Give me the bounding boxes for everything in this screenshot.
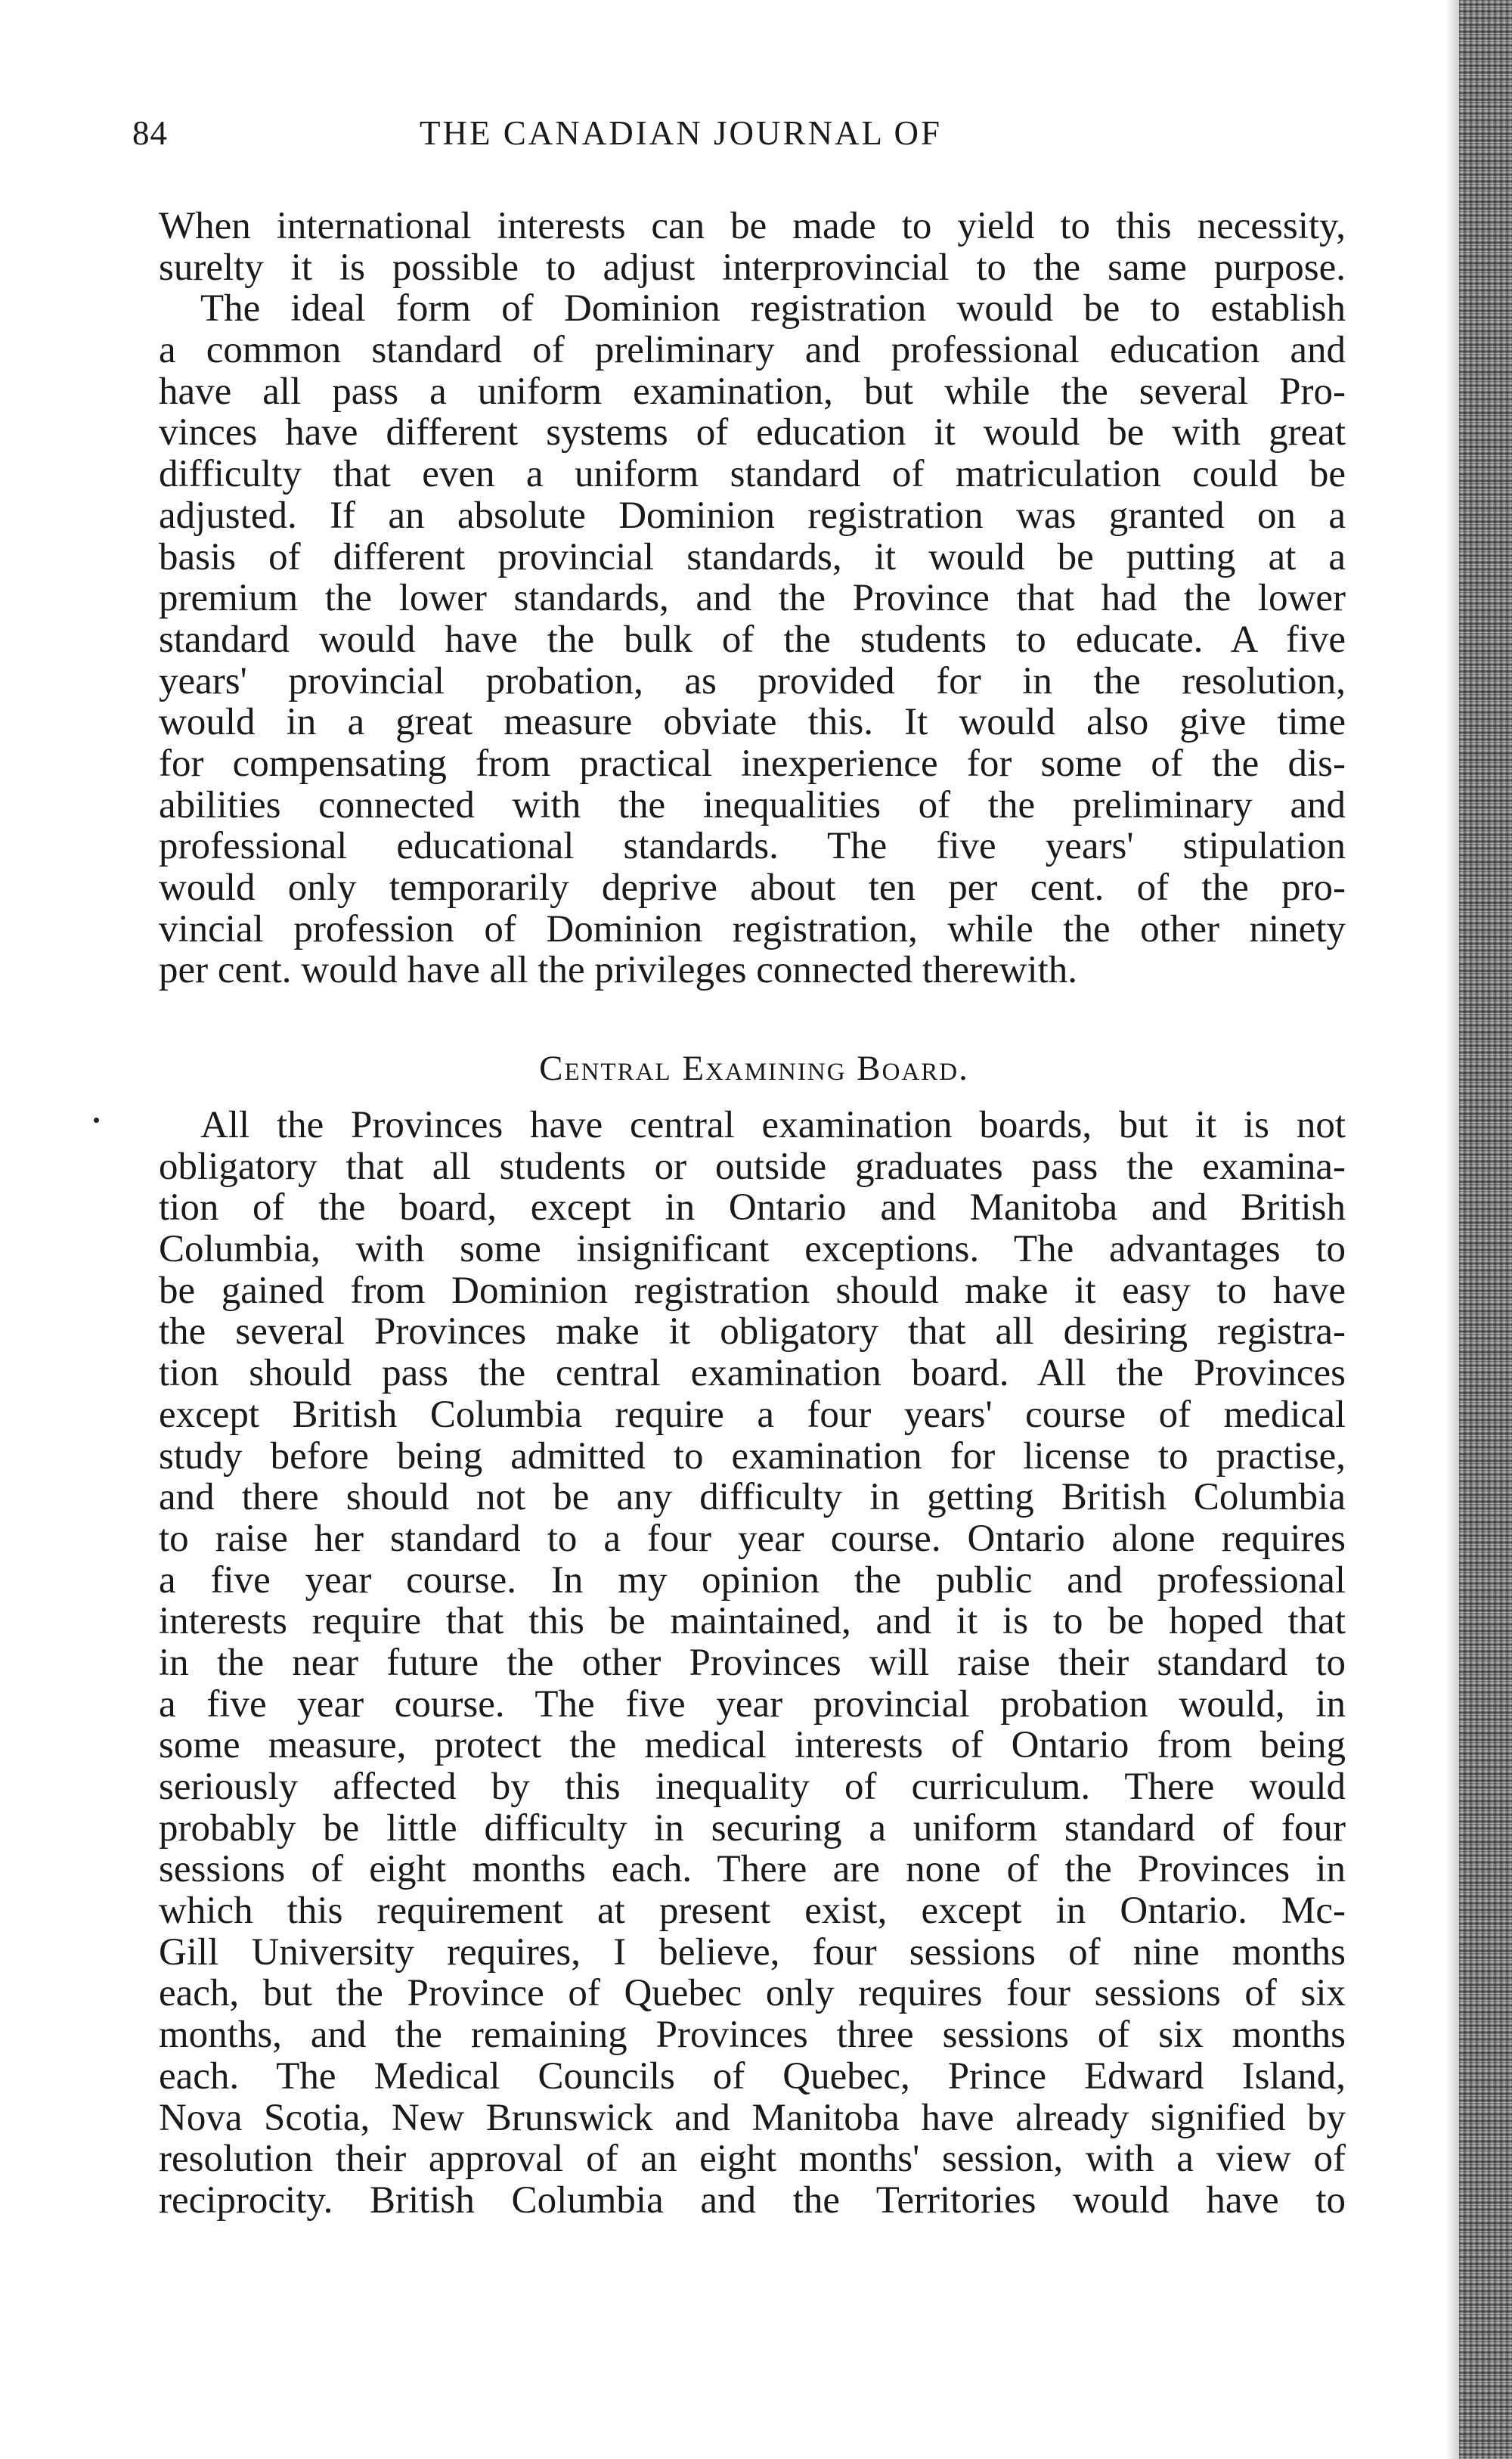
text-line: would only temporarily deprive about ten per cent. of the pro-: [159, 867, 1346, 909]
margin-dot: [94, 1118, 99, 1123]
text-line: per cent. would have all the privileges connected therewith.: [159, 949, 1078, 992]
text-line: and there should not be any difficulty in getting British Columbia: [159, 1476, 1346, 1519]
text-line: resolution their approval of an eight months' session, with a view of: [159, 2138, 1346, 2181]
text-line: be gained from Dominion registration should make it easy to have: [159, 1269, 1346, 1312]
text-line: tion should pass the central examination board. All the Provinces: [159, 1352, 1346, 1395]
text-line: reciprocity. British Columbia and the Territories would have to: [159, 2178, 1346, 2222]
text-line: which this requirement at present exist, except in Ontario. Mc-: [159, 1890, 1346, 1933]
journal-title: THE CANADIAN JOURNAL OF: [420, 114, 943, 152]
text-line: a common standard of preliminary and professional education and: [159, 329, 1346, 372]
text-line: except British Columbia require a four years' course of medical: [159, 1393, 1346, 1436]
text-line: adjusted. If an absolute Dominion registration was granted on a: [159, 494, 1346, 537]
page-number: 84: [132, 114, 168, 152]
text-line: study before being admitted to examination for license to practise,: [159, 1434, 1346, 1478]
text-line: years' provincial probation, as provided for in the resolution,: [159, 659, 1346, 702]
text-line: The ideal form of Dominion registration would be to establish: [200, 287, 1346, 330]
text-line: the several Provinces make it obligatory that all desiring registra-: [159, 1310, 1346, 1354]
text-line: All the Provinces have central examination boards, but it is not: [200, 1104, 1346, 1146]
text-line: Gill University requires, I believe, four sessions of nine months: [159, 1930, 1346, 1974]
text-line: a five year course. The five year provincial probation would, in: [159, 1682, 1346, 1726]
text-line: tion of the board, except in Ontario and Manitoba and British: [159, 1186, 1346, 1230]
text-line: to raise her standard to a four year course. Ontario alone requires: [159, 1517, 1346, 1560]
text-line: have all pass a uniform examination, but while the several Pro-: [159, 370, 1346, 413]
paragraph-examining-board: [159, 1105, 1346, 2222]
text-line: in the near future the other Provinces will raise their standard to: [159, 1641, 1346, 1684]
text-line: each. The Medical Councils of Quebec, Prince Edward Island,: [159, 2054, 1346, 2098]
page-binding-edge: [1459, 0, 1512, 2459]
text-line: interests require that this be maintained, and it is to be hoped that: [159, 1600, 1346, 1643]
text-line: When international interests can be made to yield to this necessity,: [159, 205, 1346, 247]
paragraph-registration: [159, 206, 1346, 991]
text-line: professional educational standards. The five years' stipulation: [159, 825, 1346, 868]
text-line: abilities connected with the inequalities of the preliminary and: [159, 783, 1346, 826]
text-line: seriously affected by this inequality of curriculum. There would: [159, 1766, 1346, 1808]
text-line: months, and the remaining Provinces three sessions of six months: [159, 2014, 1346, 2057]
text-line: for compensating from practical inexperience for some of the dis-: [159, 742, 1346, 785]
section-heading: Central Examining Board.: [539, 1049, 969, 1088]
text-line: surelty it is possible to adjust interprovincial to the same purpose.: [159, 246, 1346, 289]
text-line: difficulty that even a uniform standard of matriculation could be: [159, 453, 1346, 496]
text-line: sessions of eight months each. There are none of the Provinces in: [159, 1848, 1346, 1891]
text-line: Columbia, with some insignificant exceptions. The advantages to: [159, 1228, 1346, 1271]
text-line: vinces have different systems of education it would be with great: [159, 411, 1346, 454]
text-line: standard would have the bulk of the students to educate. A five: [159, 618, 1346, 661]
text-line: would in a great measure obviate this. It would also give time: [159, 701, 1346, 744]
text-line: Nova Scotia, New Brunswick and Manitoba have already signified by: [159, 2096, 1346, 2139]
text-line: premium the lower standards, and the Province that had the lower: [159, 577, 1346, 620]
text-line: obligatory that all students or outside graduates pass the examina-: [159, 1145, 1346, 1188]
text-line: each, but the Province of Quebec only requires four sessions of six: [159, 1972, 1346, 2015]
text-line: probably be little difficulty in securing a uniform standard of four: [159, 1806, 1346, 1850]
text-line: vincial profession of Dominion registration, while the other ninety: [159, 907, 1346, 950]
text-line: basis of different provincial standards, it would be putting at a: [159, 535, 1346, 578]
text-line: some measure, protect the medical interests of Ontario from being: [159, 1724, 1346, 1767]
text-line: a five year course. In my opinion the public and professional: [159, 1558, 1346, 1602]
running-head: [132, 113, 1334, 159]
